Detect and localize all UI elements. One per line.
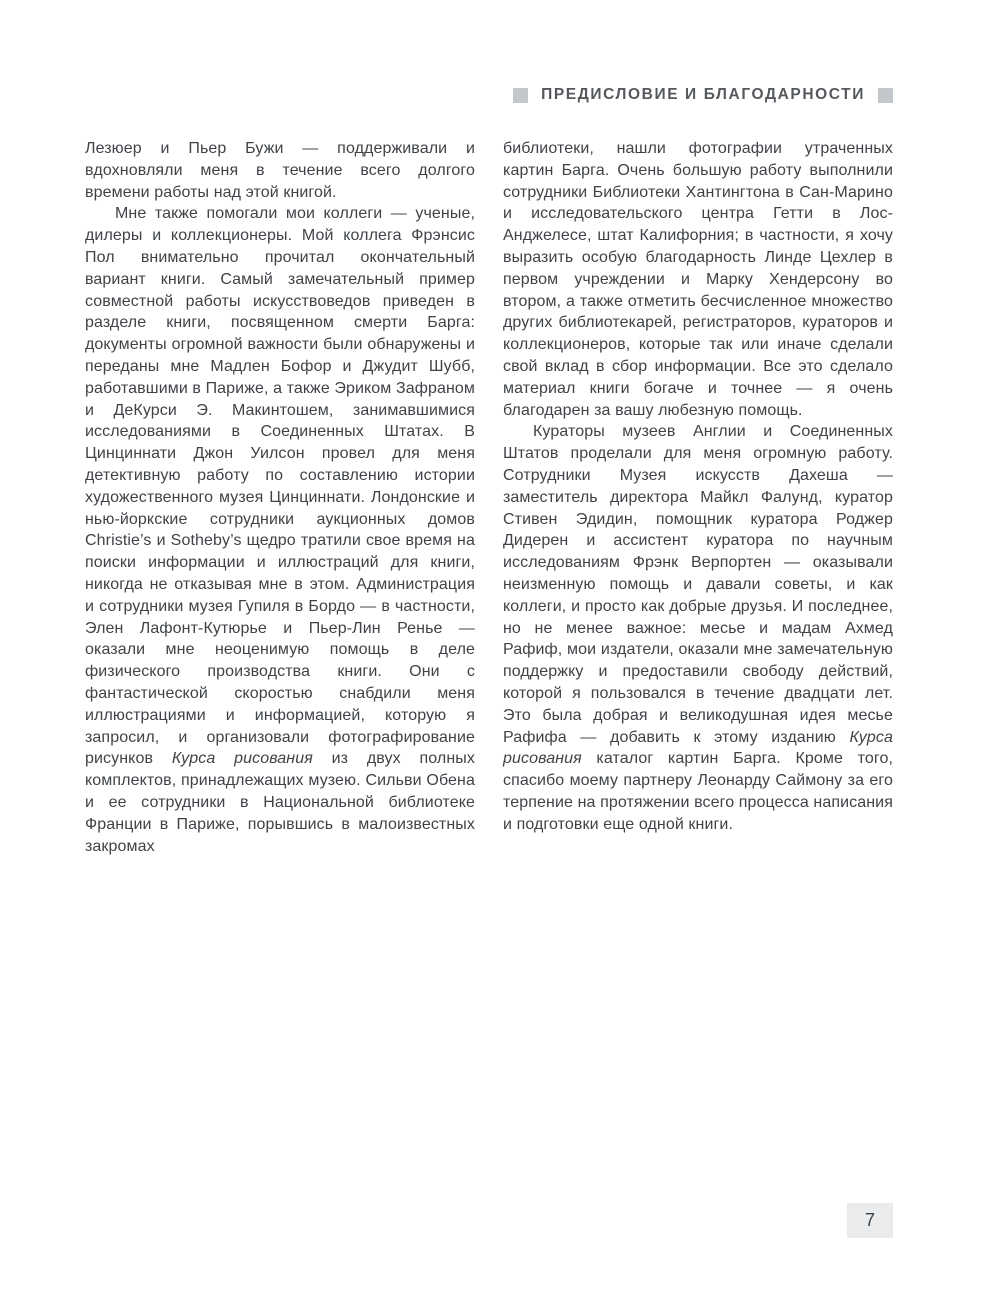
page-number-label: 7 bbox=[864, 1210, 875, 1230]
text-columns bbox=[85, 138, 893, 857]
paragraph: Мне также помогали мои коллеги — ученые, дилеры и коллекционеры. Мой коллега Фрэнсис Пол внимательно прочитал окончательный вариант книги. Самый замечательный пример совместной работы искусствоведов приведен в разделе книги, посвященном смерти Барга: документы огромной важности были обнаружены и переданы мне Мадлен Бофор и Джудит Шубб, работавшими в Париже, а также Эриком Зафраном и ДеКурси Э. Макинтошем, занимавшимися исследованиями в Соединенных Штатах. В Цинциннати Джон Уилсон провел для меня детективную работу по составлению истории художественного музея Цинциннати. Лондонские и нью-йоркские сотрудники аукционных домов Christie’s и Sotheby’s щедро тратили свое время на поиски информации и иллюстраций для книги, никогда не отказывая мне в этом. Администрация и сотрудники музея Гупиля в Бордо — в частности, Элен Лафонт-Кутюрье и Пьер-Лин Ренье — оказали мне неоценимую помощь в деле физического производства книги. Они с фантастической скоростью снабдили меня иллюстрациями и информацией, которую я запросил, и организовали фотографирование рисунков Курса рисования из двух полных комплектов, принадлежащих музею. Сильви Обена и ее сотрудники в Национальной библиотеке Франции в Париже, порывшись в малоизвестных закромах bbox=[85, 205, 475, 855]
paragraph-continuation: Лезюер и Пьер Бужи — поддерживали и вдохновляли меня в течение всего долгого времени работы над этой книгой. bbox=[85, 140, 475, 201]
page-header bbox=[513, 86, 893, 104]
left-column bbox=[85, 138, 475, 857]
header-square-left-icon bbox=[513, 88, 528, 103]
header-square-right-icon bbox=[878, 88, 893, 103]
paragraph-continuation: библиотеки, нашли фотографии утраченных картин Барга. Очень большую работу выполнили сотрудники Библиотеки Хантингтона в Сан-Марино и исследовательского центра Гетти в Лос-Анджелесе, штат Калифорния; в частности, я хочу выразить особую благодарность Линде Цехлер в первом учреждении и Марку Хендерсону во втором, а также отметить бесчисленное множество других библиотекарей, регистраторов, кураторов и коллекционеров, которые так или иначе сделали свой вклад в сбор информации. Все это сделало материал книги богаче и точнее — я очень благодарен за вашу любезную помощь. bbox=[503, 140, 893, 419]
page-number bbox=[847, 1203, 893, 1238]
page-title: ПРЕДИСЛОВИЕ И БЛАГОДАРНОСТИ bbox=[541, 86, 865, 103]
right-column bbox=[503, 138, 893, 857]
paragraph: Кураторы музеев Англии и Соединенных Штатов проделали для меня огромную работу. Сотрудники Музея искусств Дахеша — заместитель директора Майкл Фалунд, куратор Стивен Эдидин, помощник куратора Роджер Дидерен и ассистент куратора по научным исследованиям Фрэнк Верпортен — оказывали неизменную помощь и давали советы, и как коллеги, и просто как добрые друзья. И последнее, но не менее важное: месье и мадам Ахмед Рафиф, мои издатели, оказали мне замечательную поддержку и предоставили свободу действий, которой я пользовался в течение двадцати лет. Это была добрая и великодушная идея месье Рафифа — добавить к этому изданию Курса рисования каталог картин Барга. Кроме того, спасибо моему партнеру Леонарду Саймону за его терпение на протяжении всего процесса написания и подготовки еще одной книги. bbox=[503, 423, 893, 833]
